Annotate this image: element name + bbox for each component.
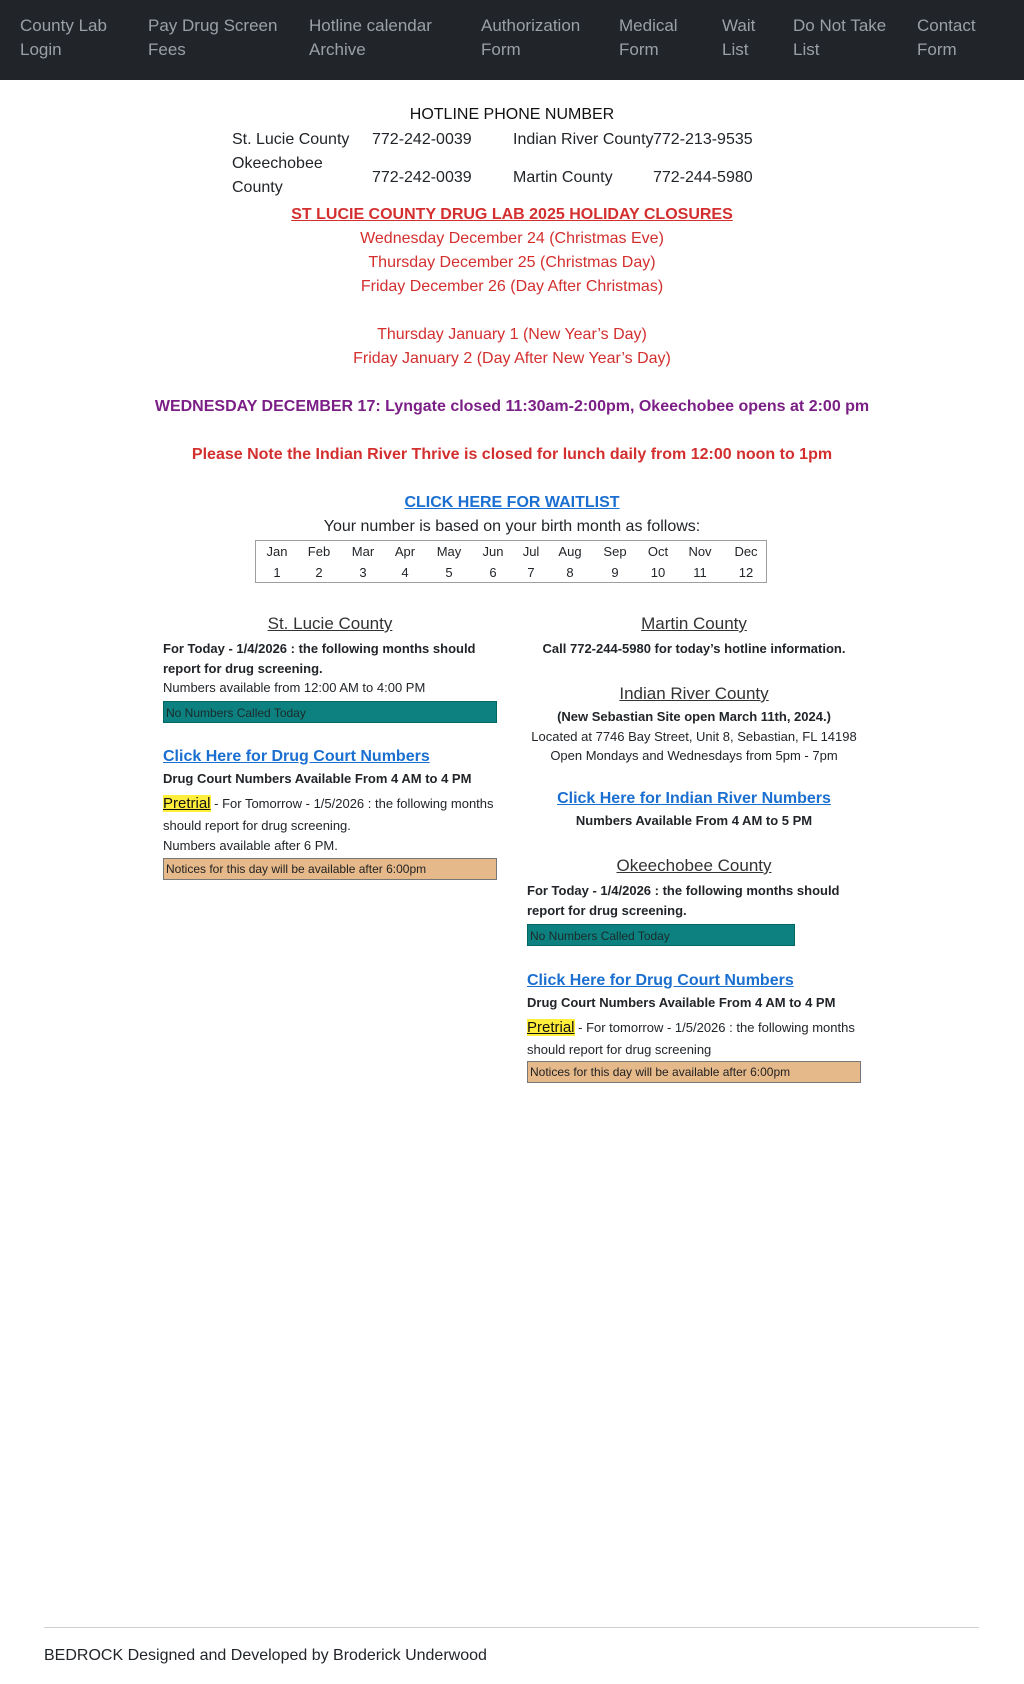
month-number: 5 <box>445 565 453 580</box>
indian-river-site-note: (New Sebastian Site open March 11th, 2024.) <box>557 709 831 724</box>
hotline-county: Indian River County <box>513 131 654 148</box>
st-lucie-heading: St. Lucie County <box>267 614 393 633</box>
st-lucie-notice-box: Notices for this day will be available after 6:00pm <box>163 858 497 880</box>
okeechobee-notice-box: Notices for this day will be available after 6:00pm <box>527 1061 861 1083</box>
footer-credit: BEDROCK Designed and Developed by Broderick Underwood <box>44 1647 487 1664</box>
birth-month-intro: Your number is based on your birth month as follows: <box>323 518 701 535</box>
indian-river-hours: Open Mondays and Wednesdays from 5pm - 7pm <box>550 748 838 763</box>
month-number: 4 <box>401 565 409 580</box>
okeechobee-court-hours: Drug Court Numbers Available From 4 AM to 4 PM <box>527 995 836 1010</box>
st-lucie-pretrial-text: - For Tomorrow - 1/5/2026 : the following months <box>210 796 494 811</box>
month-number: 9 <box>611 565 619 580</box>
indian-river-address: Located at 7746 Bay Street, Unit 8, Sebastian, FL 14198 <box>531 729 857 744</box>
st-lucie-today-line: report for drug screening. <box>163 661 323 676</box>
hotline-county: St. Lucie County <box>232 131 350 148</box>
month-number: 2 <box>315 565 323 580</box>
month-label: Jul <box>522 544 540 559</box>
st-lucie-status-box: No Numbers Called Today <box>163 701 497 723</box>
month-label: Sep <box>603 544 627 559</box>
okeechobee-status-box: No Numbers Called Today <box>527 924 795 946</box>
okeechobee-heading: Okeechobee County <box>616 856 772 875</box>
nav-medical-form[interactable]: Medical Form <box>619 16 678 59</box>
hotline-county: Martin County <box>513 169 613 186</box>
holiday-line: Thursday January 1 (New Year’s Day) <box>377 326 647 343</box>
holiday-line: Friday January 2 (Day After New Year’s Day) <box>353 350 671 367</box>
month-number: 8 <box>566 565 574 580</box>
hotline-phone: 772-244-5980 <box>653 169 753 186</box>
holiday-line: Wednesday December 24 (Christmas Eve) <box>360 230 664 247</box>
st-lucie-availability: Numbers available from 12:00 AM to 4:00 PM <box>163 680 426 695</box>
month-label: Mar <box>351 544 375 559</box>
lyngate-closure-notice: WEDNESDAY DECEMBER 17: Lyngate closed 11:30am-2:00pm, Okeechobee opens at 2:00 pm <box>154 398 870 415</box>
st-lucie-today-line: For Today - 1/4/2026 : the following months should <box>163 641 476 656</box>
nav-county-lab-login[interactable]: County Lab Login <box>20 16 107 59</box>
month-label: Oct <box>647 544 669 559</box>
footer-divider <box>44 1627 979 1628</box>
nav-pay-drug-screen-fees[interactable]: Pay Drug Screen Fees <box>148 16 278 59</box>
martin-heading: Martin County <box>641 614 747 633</box>
month-number: 3 <box>359 565 367 580</box>
st-lucie-pretrial-text: should report for drug screening. <box>163 818 351 833</box>
holiday-line: Thursday December 25 (Christmas Day) <box>368 254 656 271</box>
okeechobee-today-line: For Today - 1/4/2026 : the following months should <box>527 883 840 898</box>
indian-river-numbers-link[interactable]: Click Here for Indian River Numbers <box>557 790 831 807</box>
hotline-phone: 772-242-0039 <box>372 131 472 148</box>
hotline-phone: 772-242-0039 <box>372 169 472 186</box>
hotline-county: Okeechobee County <box>232 155 323 196</box>
hotline-title: HOTLINE PHONE NUMBER <box>409 106 615 123</box>
month-label: Apr <box>394 544 416 559</box>
month-label: Feb <box>307 544 331 559</box>
waitlist-link[interactable]: CLICK HERE FOR WAITLIST <box>404 494 620 511</box>
month-number: 6 <box>489 565 497 580</box>
indian-river-heading: Indian River County <box>619 684 769 703</box>
top-navbar <box>0 0 1024 80</box>
nav-contact-form[interactable]: Contact Form <box>917 16 976 59</box>
month-number: 1 <box>273 565 281 580</box>
okeechobee-pretrial-text: should report for drug screening <box>527 1042 712 1057</box>
month-label: Jun <box>482 544 504 559</box>
okeechobee-pretrial-label: Pretrial <box>527 1019 575 1036</box>
nav-wait-list[interactable]: Wait List <box>722 16 756 59</box>
okeechobee-today-line: report for drug screening. <box>527 903 687 918</box>
holiday-line: Friday December 26 (Day After Christmas) <box>360 278 664 295</box>
indian-river-lunch-notice: Please Note the Indian River Thrive is closed for lunch daily from 12:00 noon to 1pm <box>191 446 833 463</box>
month-label: May <box>436 544 462 559</box>
hotline-phone: 772-213-9535 <box>653 131 753 148</box>
st-lucie-drug-court-link[interactable]: Click Here for Drug Court Numbers <box>163 748 430 765</box>
st-lucie-pretrial-availability: Numbers available after 6 PM. <box>163 838 338 853</box>
month-label: Jan <box>266 544 288 559</box>
holiday-closures-title: ST LUCIE COUNTY DRUG LAB 2025 HOLIDAY CLOSURES <box>291 206 733 223</box>
nav-hotline-calendar-archive[interactable]: Hotline calendar Archive <box>309 16 432 59</box>
month-number: 7 <box>527 565 535 580</box>
okeechobee-pretrial-text: - For tomorrow - 1/5/2026 : the following months <box>574 1020 855 1035</box>
month-label: Aug <box>558 544 582 559</box>
martin-info: Call 772-244-5980 for today’s hotline information. <box>542 641 846 656</box>
month-number: 12 <box>738 565 754 580</box>
month-number: 11 <box>693 565 707 580</box>
okeechobee-drug-court-link[interactable]: Click Here for Drug Court Numbers <box>527 972 794 989</box>
month-label: Nov <box>688 544 712 559</box>
month-label: Dec <box>734 544 758 559</box>
nav-authorization-form[interactable]: Authorization Form <box>481 16 581 59</box>
st-lucie-court-hours: Drug Court Numbers Available From 4 AM to 4 PM <box>163 771 472 786</box>
month-number: 10 <box>650 565 666 580</box>
nav-do-not-take-list[interactable]: Do Not Take List <box>793 16 887 59</box>
st-lucie-pretrial-label: Pretrial <box>163 795 211 812</box>
birth-month-table <box>255 540 767 583</box>
indian-river-numbers-hours: Numbers Available From 4 AM to 5 PM <box>575 813 813 828</box>
